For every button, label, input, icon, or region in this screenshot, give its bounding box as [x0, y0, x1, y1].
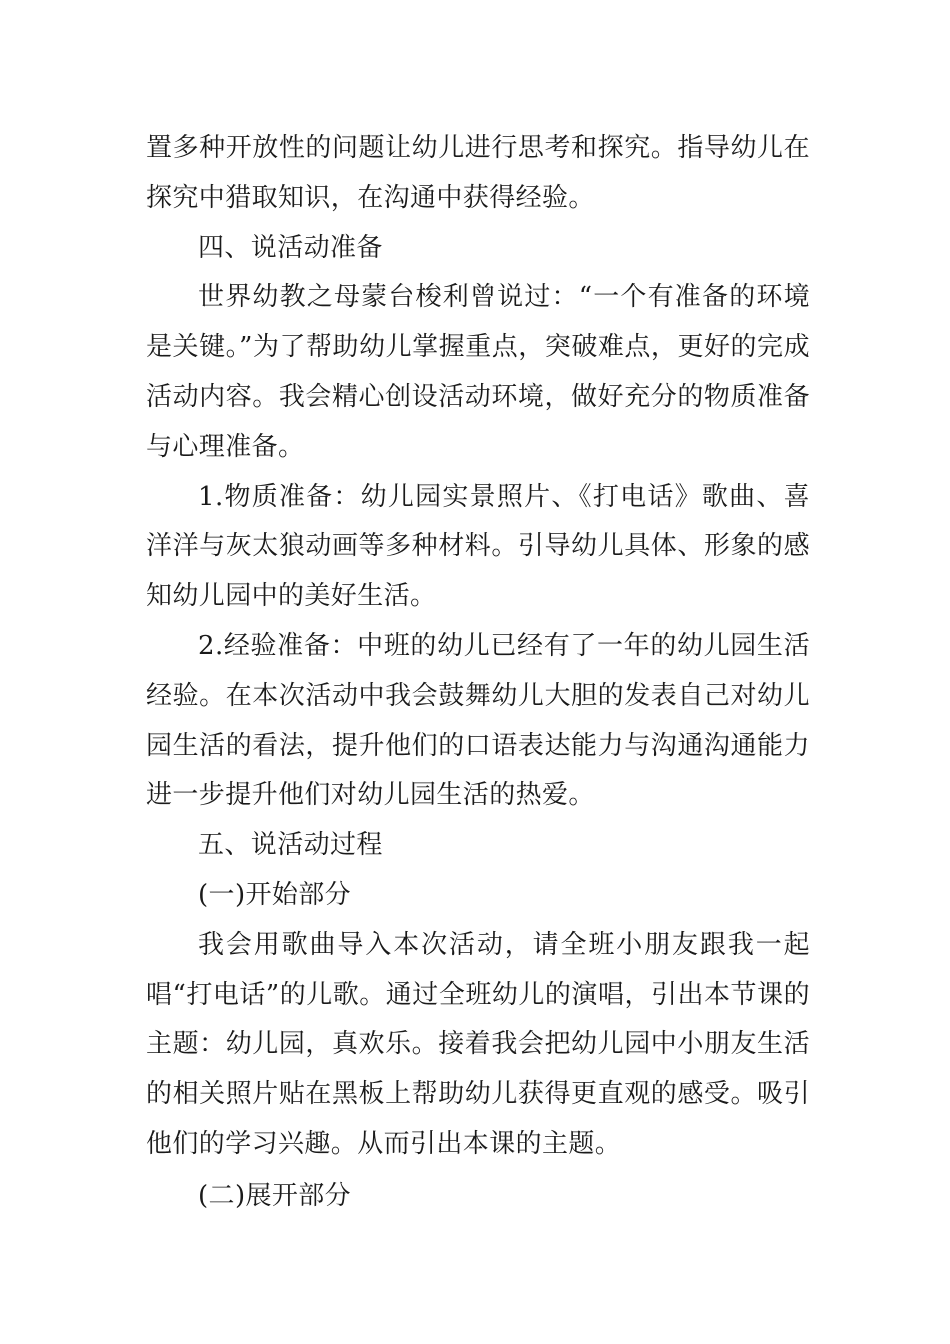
- paragraph-montessori-quote: 世界幼教之母蒙台梭利曾说过：“一个有准备的环境是关键。”为了帮助幼儿掌握重点，突破难点，更好的完成活动内容。我会精心创设活动环境，做好充分的物质准备与心理准备。: [146, 282, 810, 462]
- subsection-heading-opening: (一)开始部分: [198, 879, 352, 910]
- subsection-heading-development: (二)展开部分: [198, 1180, 352, 1211]
- paragraph-opening-description: 我会用歌曲导入本次活动，请全班小朋友跟我一起唱“打电话”的儿歌。通过全班幼儿的演唱，引出本节课的主题：幼儿园，真欢乐。接着我会把幼儿园中小朋友生活的相关照片贴在黑板上帮助幼儿获得更直观的感受。吸引他们的学习兴趣。从而引出本课的主题。: [146, 929, 810, 1159]
- paragraph-material-preparation: 1.物质准备：幼儿园实景照片、《打电话》歌曲、喜洋洋与灰太狼动画等多种材料。引导幼儿具体、形象的感知幼儿园中的美好生活。: [146, 481, 810, 612]
- document-body: [146, 124, 810, 1222]
- section-heading-activity-process: 五、说活动过程: [198, 830, 383, 861]
- section-heading-activity-preparation: 四、说活动准备: [198, 232, 383, 263]
- paragraph-experience-preparation: 2.经验准备：中班的幼儿已经有了一年的幼儿园生活经验。在本次活动中我会鼓舞幼儿大胆的发表自己对幼儿园生活的看法，提升他们的口语表达能力与沟通沟通能力进一步提升他们对幼儿园生活的热爱。: [146, 630, 810, 811]
- paragraph-continued: 置多种开放性的问题让幼儿进行思考和探究。指导幼儿在探究中猎取知识，在沟通中获得经验。: [146, 133, 810, 213]
